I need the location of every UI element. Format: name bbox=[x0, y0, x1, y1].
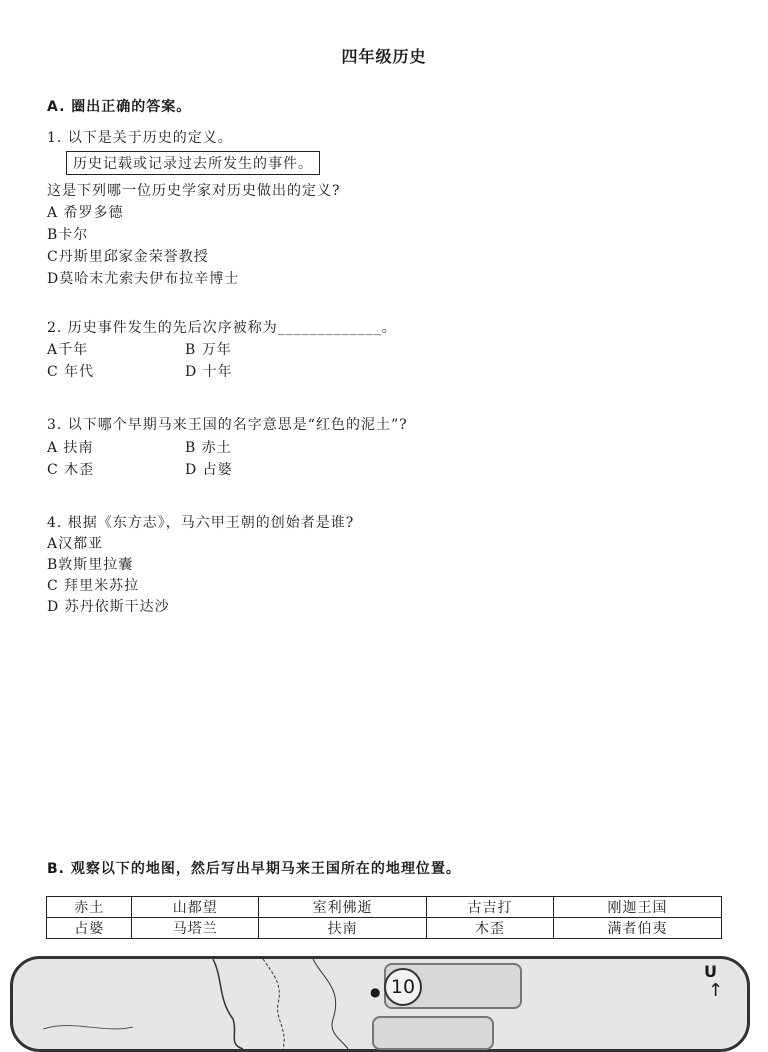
question-3-option-b: B 赤土 bbox=[185, 440, 232, 456]
location-pin-icon: ● bbox=[370, 985, 381, 999]
question-1-quote: 历史记载或记录过去所发生的事件。 bbox=[66, 151, 320, 175]
table-cell: 木歪 bbox=[427, 918, 554, 939]
question-3-stem: 3. 以下哪个早期马来王国的名字意思是“红色的泥土”? bbox=[47, 417, 408, 433]
question-4-option-b: B敦斯里拉囊 bbox=[47, 557, 134, 573]
question-1-option-a: A 希罗多德 bbox=[47, 205, 124, 221]
question-1-option-d: D莫哈末尤索夫伊布拉辛博士 bbox=[47, 271, 240, 287]
question-2-option-d: D 十年 bbox=[185, 364, 233, 380]
table-cell: 古吉打 bbox=[427, 897, 554, 918]
section-b-heading: B. 观察以下的地图，然后写出早期马来王国所在的地理位置。 bbox=[47, 861, 461, 877]
page-title: 四年级历史 bbox=[341, 47, 427, 66]
question-1-option-b: B卡尔 bbox=[47, 227, 89, 243]
question-2-option-b: B 万年 bbox=[185, 342, 232, 358]
section-a-heading: A. 圈出正确的答案。 bbox=[47, 99, 192, 115]
table-row bbox=[47, 897, 722, 918]
question-2-stem: 2. 历史事件发生的先后次序被称为_____________。 bbox=[47, 320, 397, 336]
question-1-stem: 1. 以下是关于历史的定义。 bbox=[47, 130, 233, 146]
question-1-option-c: C丹斯里邱家金荣誉教授 bbox=[47, 249, 209, 265]
table-cell: 扶南 bbox=[259, 918, 427, 939]
question-2-option-c: C 年代 bbox=[47, 364, 95, 380]
kingdom-table bbox=[46, 896, 722, 939]
table-cell: 室利佛逝 bbox=[259, 897, 427, 918]
map-marker-number: 10 bbox=[384, 968, 422, 1006]
table-cell: 刚迦王国 bbox=[553, 897, 721, 918]
table-cell: 满者伯夷 bbox=[553, 918, 721, 939]
table-cell: 山都望 bbox=[132, 897, 259, 918]
question-4-option-d: D 苏丹依斯干达沙 bbox=[47, 599, 170, 615]
question-4-option-c: C 拜里米苏拉 bbox=[47, 578, 140, 594]
question-3-option-d: D 占婆 bbox=[185, 462, 233, 478]
question-2-option-a: A千年 bbox=[47, 342, 89, 358]
map-label-box bbox=[372, 1016, 494, 1050]
table-cell: 马塔兰 bbox=[132, 918, 259, 939]
table-cell: 赤土 bbox=[47, 897, 132, 918]
question-3-option-c: C 木歪 bbox=[47, 462, 95, 478]
table-row bbox=[47, 918, 722, 939]
question-3-option-a: A 扶南 bbox=[47, 440, 94, 456]
table-cell: 占婆 bbox=[47, 918, 132, 939]
question-1-question: 这是下列哪一位历史学家对历史做出的定义? bbox=[47, 183, 341, 199]
question-4-option-a: A汉都亚 bbox=[47, 536, 104, 552]
north-label: U bbox=[704, 962, 717, 981]
question-4-stem: 4. 根据《东方志》，马六甲王朝的创始者是谁? bbox=[47, 515, 355, 531]
north-arrow-icon: ↑ bbox=[708, 980, 724, 1001]
